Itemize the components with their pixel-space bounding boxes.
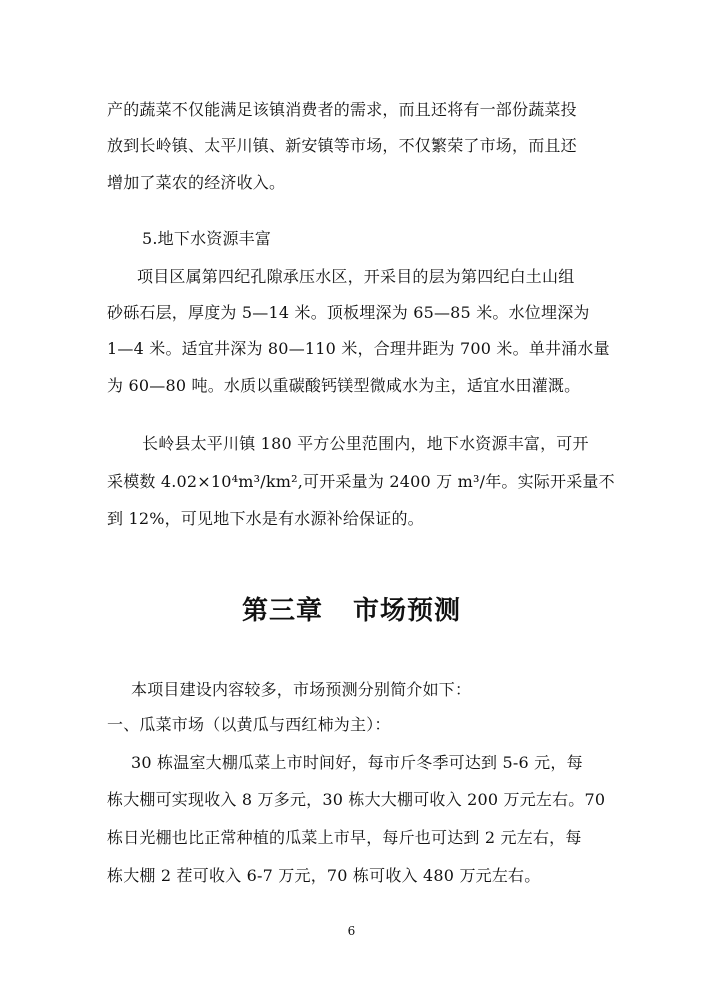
intro-text: 本项目建设内容较多，市场预测分别简介如下：	[131, 680, 472, 699]
chapter-heading	[0, 590, 703, 627]
paragraph-line: 1—4 米。适宜井深为 80—110 米，合理井距为 700 米。单井涌水量	[107, 339, 610, 358]
paragraph-line: 为 60—80 吨。水质以重碳酸钙镁型微咸水为主，适宜水田灌溉。	[107, 376, 581, 395]
paragraph-line: 30 栋温室大棚瓜菜上市时间好，每市斤冬季可达到 5-6 元，每	[131, 753, 583, 772]
paragraph-line: 栋大棚 2 茬可收入 6-7 万元，70 栋可收入 480 万元左右。	[107, 866, 541, 885]
section-heading: 5.地下水资源丰富	[142, 229, 272, 248]
chapter-number: 第三章	[241, 596, 323, 626]
paragraph-line: 增加了菜农的经济收入。	[107, 173, 286, 192]
paragraph-line: 栋大棚可实现收入 8 万多元，30 栋大大棚可收入 200 万元左右。70	[107, 790, 606, 809]
paragraph-line: 项目区属第四纪孔隙承压水区，开采目的层为第四纪白土山组	[137, 267, 575, 286]
chapter-title: 市场预测	[353, 596, 462, 626]
paragraph-line: 到 12%，可见地下水是有水源补给保证的。	[107, 509, 424, 528]
paragraph-line: 长岭县太平川镇 180 平方公里范围内，地下水资源丰富，可开	[142, 434, 589, 453]
page-number: 6	[347, 924, 356, 938]
paragraph-line: 采模数 4.02×10⁴m³/km²,可开采量为 2400 万 m³/年。实际开采量不	[107, 472, 615, 491]
paragraph-line: 栋日光棚也比正常种植的瓜菜上市早，每斤也可达到 2 元左右，每	[107, 828, 582, 847]
paragraph-line: 产的蔬菜不仅能满足该镇消费者的需求，而且还将有一部份蔬菜投	[107, 100, 577, 119]
subsection-heading: 一、瓜菜市场（以黄瓜与西红柿为主）：	[107, 715, 391, 734]
paragraph-line: 放到长岭镇、太平川镇、新安镇等市场，不仅繁荣了市场，而且还	[107, 136, 577, 155]
paragraph-line: 砂砾石层，厚度为 5—14 米。顶板埋深为 65—85 米。水位埋深为	[107, 303, 590, 322]
